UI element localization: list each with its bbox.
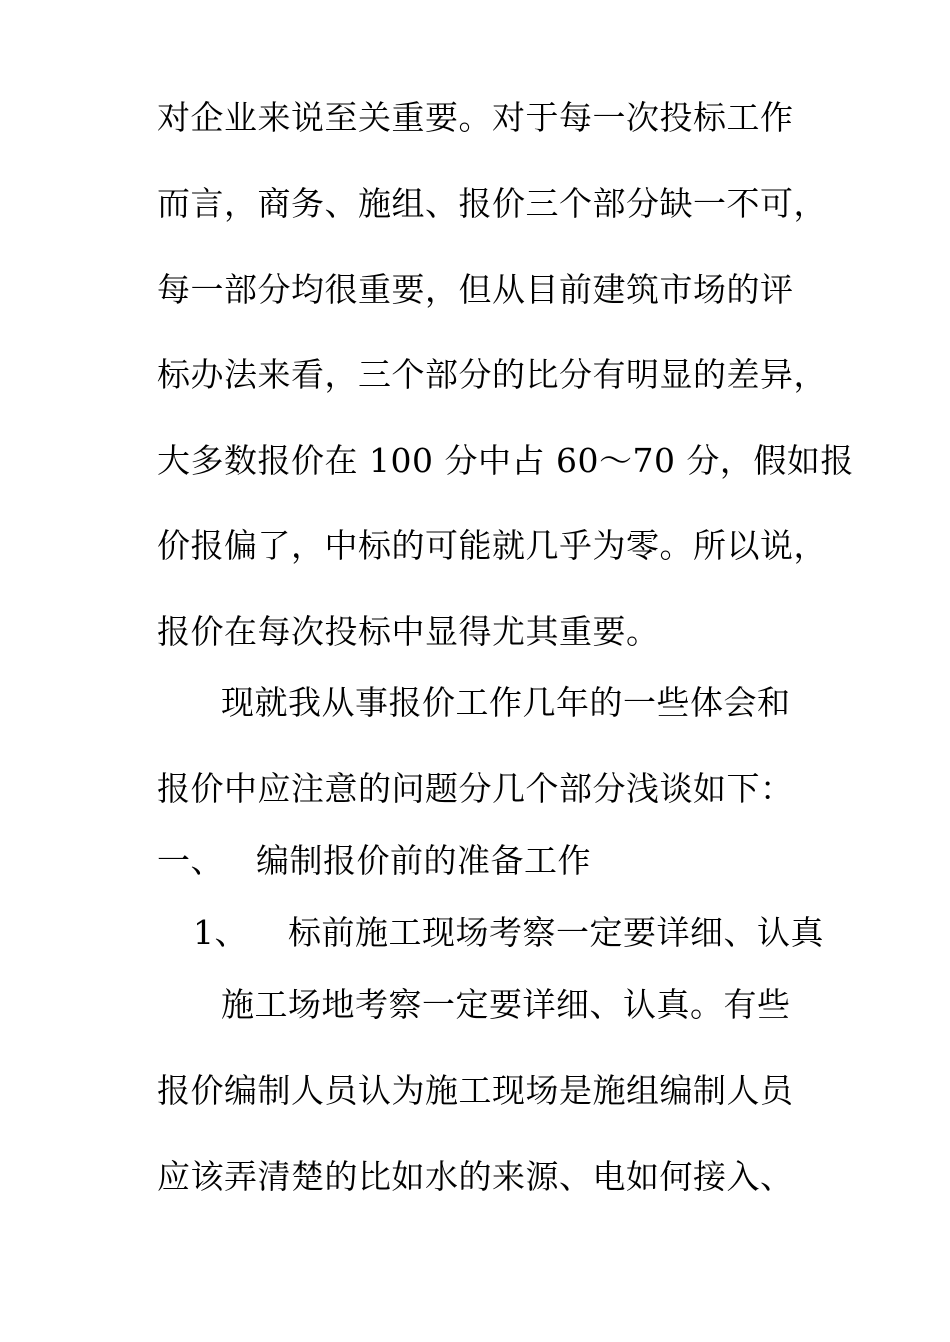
- subsection-number: 1、: [193, 913, 248, 952]
- section-title: 编制报价前的准备工作: [256, 841, 591, 880]
- text-line: 大多数报价在 100 分中占 60～70 分，假如报: [157, 441, 854, 480]
- subsection-title: 标前施工现场考察一定要详细、认真: [288, 913, 824, 952]
- section-heading: [157, 841, 591, 881]
- paragraph-line: 施工场地考察一定要详细、认真。有些: [221, 985, 791, 1024]
- paragraph-line: 现就我从事报价工作几年的一些体会和: [221, 683, 791, 722]
- text-line: 报价在每次投标中显得尤其重要。: [157, 612, 660, 651]
- paragraph-line: 报价中应注意的问题分几个部分浅谈如下：: [157, 769, 794, 808]
- paragraph-line: 应该弄清楚的比如水的来源、电如何接入、: [157, 1157, 794, 1196]
- text-line: 每一部分均很重要，但从目前建筑市场的评: [157, 270, 794, 309]
- text-line: 而言，商务、施组、报价三个部分缺一不可，: [157, 184, 827, 223]
- subsection-heading: [193, 913, 824, 953]
- paragraph-line: 报价编制人员认为施工现场是施组编制人员: [157, 1071, 794, 1110]
- text-line: 标办法来看，三个部分的比分有明显的差异，: [157, 355, 827, 394]
- text-line: 对企业来说至关重要。对于每一次投标工作: [157, 98, 794, 137]
- text-line: 价报偏了，中标的可能就几乎为零。所以说，: [157, 526, 827, 565]
- section-number: 一、: [157, 841, 224, 880]
